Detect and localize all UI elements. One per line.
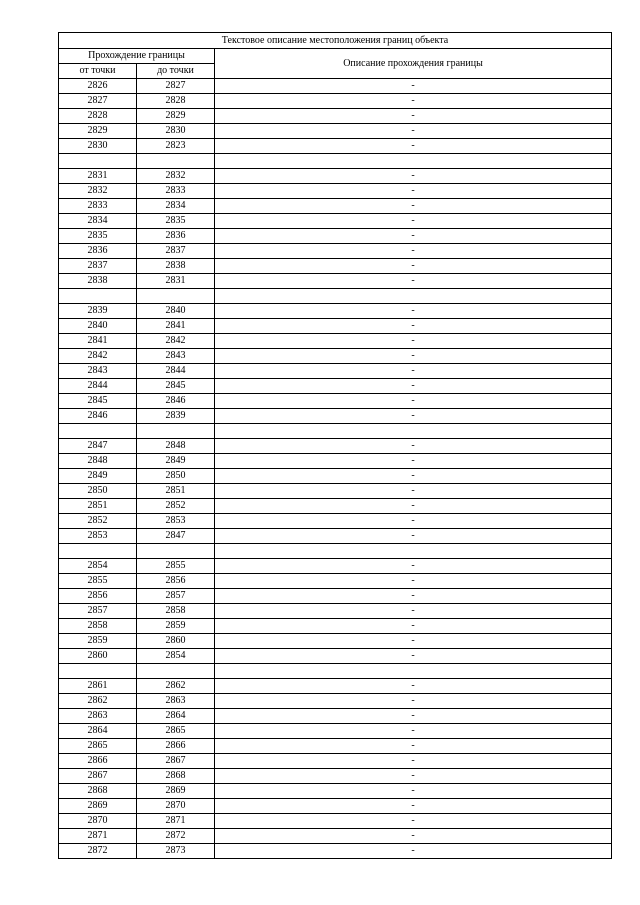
to-point-header: до точки [137,64,215,79]
description-cell: - [215,484,612,499]
description-cell: - [215,124,612,139]
table-row [59,319,612,334]
table-row [59,229,612,244]
description-cell: - [215,799,612,814]
table-row [59,364,612,379]
from-point-cell: 2871 [59,829,137,844]
empty-cell [137,424,215,439]
from-point-cell: 2845 [59,394,137,409]
description-cell: - [215,784,612,799]
to-point-cell: 2841 [137,319,215,334]
from-point-header: от точки [59,64,137,79]
table-row [59,514,612,529]
description-cell: - [215,739,612,754]
table-row [59,829,612,844]
description-cell: - [215,559,612,574]
from-point-cell: 2840 [59,319,137,334]
from-point-cell: 2857 [59,604,137,619]
empty-cell [59,154,137,169]
from-point-cell: 2837 [59,259,137,274]
to-point-cell: 2836 [137,229,215,244]
from-point-cell: 2827 [59,94,137,109]
to-point-cell: 2852 [137,499,215,514]
description-cell: - [215,379,612,394]
table-row [59,184,612,199]
description-cell: - [215,199,612,214]
from-point-cell: 2846 [59,409,137,424]
description-cell: - [215,574,612,589]
description-cell: - [215,604,612,619]
table-row [59,754,612,769]
from-point-cell: 2854 [59,559,137,574]
empty-cell [137,289,215,304]
table-row [59,484,612,499]
to-point-cell: 2828 [137,94,215,109]
from-point-cell: 2835 [59,229,137,244]
description-cell: - [215,319,612,334]
to-point-cell: 2854 [137,649,215,664]
description-cell: - [215,469,612,484]
to-point-cell: 2867 [137,754,215,769]
from-point-cell: 2850 [59,484,137,499]
to-point-cell: 2846 [137,394,215,409]
description-cell: - [215,439,612,454]
to-point-cell: 2849 [137,454,215,469]
empty-cell [59,544,137,559]
from-point-cell: 2847 [59,439,137,454]
table-row [59,304,612,319]
description-cell: - [215,394,612,409]
to-point-cell: 2848 [137,439,215,454]
from-point-cell: 2842 [59,349,137,364]
to-point-cell: 2865 [137,724,215,739]
from-point-cell: 2863 [59,709,137,724]
from-point-cell: 2861 [59,679,137,694]
table-row [59,94,612,109]
table-row [59,169,612,184]
description-cell: - [215,754,612,769]
to-point-cell: 2838 [137,259,215,274]
table-row [59,634,612,649]
to-point-cell: 2847 [137,529,215,544]
table-row [59,439,612,454]
empty-cell [215,664,612,679]
to-point-cell: 2869 [137,784,215,799]
table-row [59,739,612,754]
from-point-cell: 2843 [59,364,137,379]
table-row [59,274,612,289]
description-cell: - [215,244,612,259]
from-point-cell: 2864 [59,724,137,739]
from-point-cell: 2833 [59,199,137,214]
table-row [59,604,612,619]
to-point-cell: 2863 [137,694,215,709]
from-point-cell: 2838 [59,274,137,289]
description-cell: - [215,184,612,199]
table-row [59,574,612,589]
empty-cell [215,544,612,559]
from-point-cell: 2852 [59,514,137,529]
to-point-cell: 2833 [137,184,215,199]
table-row [59,124,612,139]
description-cell: - [215,814,612,829]
table-row [59,799,612,814]
description-cell: - [215,94,612,109]
to-point-cell: 2835 [137,214,215,229]
description-header: Описание прохождения границы [215,49,612,79]
description-cell: - [215,499,612,514]
description-cell: - [215,829,612,844]
description-cell: - [215,724,612,739]
from-point-cell: 2853 [59,529,137,544]
table-row [59,589,612,604]
to-point-cell: 2859 [137,619,215,634]
from-point-cell: 2855 [59,574,137,589]
from-point-cell: 2828 [59,109,137,124]
to-point-cell: 2840 [137,304,215,319]
to-point-cell: 2823 [137,139,215,154]
table-row [59,379,612,394]
from-point-cell: 2856 [59,589,137,604]
table-row [59,814,612,829]
table-row [59,454,612,469]
table-row [59,394,612,409]
table-title-row [59,33,612,49]
table-row [59,499,612,514]
from-point-cell: 2862 [59,694,137,709]
table-row [59,559,612,574]
from-point-cell: 2867 [59,769,137,784]
table-row [59,724,612,739]
separator-row [59,664,612,679]
empty-cell [59,664,137,679]
table-row [59,769,612,784]
empty-cell [137,664,215,679]
from-point-cell: 2851 [59,499,137,514]
from-point-cell: 2831 [59,169,137,184]
description-cell: - [215,619,612,634]
from-point-cell: 2865 [59,739,137,754]
table-row [59,469,612,484]
empty-cell [215,289,612,304]
empty-cell [59,424,137,439]
to-point-cell: 2864 [137,709,215,724]
to-point-cell: 2850 [137,469,215,484]
from-point-cell: 2826 [59,79,137,94]
to-point-cell: 2844 [137,364,215,379]
to-point-cell: 2858 [137,604,215,619]
to-point-cell: 2868 [137,769,215,784]
from-point-cell: 2872 [59,844,137,859]
description-cell: - [215,334,612,349]
table-row [59,349,612,364]
description-cell: - [215,229,612,244]
to-point-cell: 2873 [137,844,215,859]
description-cell: - [215,679,612,694]
table-row [59,709,612,724]
from-point-cell: 2839 [59,304,137,319]
from-point-cell: 2834 [59,214,137,229]
from-point-cell: 2866 [59,754,137,769]
separator-row [59,544,612,559]
table-row [59,244,612,259]
to-point-cell: 2870 [137,799,215,814]
table-row [59,109,612,124]
empty-cell [215,424,612,439]
table-row [59,214,612,229]
to-point-cell: 2860 [137,634,215,649]
empty-cell [137,544,215,559]
to-point-cell: 2853 [137,514,215,529]
from-point-cell: 2869 [59,799,137,814]
separator-row [59,289,612,304]
to-point-cell: 2856 [137,574,215,589]
description-cell: - [215,634,612,649]
table-row [59,619,612,634]
separator-row [59,154,612,169]
empty-cell [215,154,612,169]
description-cell: - [215,109,612,124]
to-point-cell: 2851 [137,484,215,499]
description-cell: - [215,649,612,664]
to-point-cell: 2831 [137,274,215,289]
to-point-cell: 2827 [137,79,215,94]
from-point-cell: 2844 [59,379,137,394]
separator-row [59,424,612,439]
from-point-cell: 2830 [59,139,137,154]
from-point-cell: 2849 [59,469,137,484]
from-point-cell: 2829 [59,124,137,139]
table-row [59,409,612,424]
to-point-cell: 2830 [137,124,215,139]
table-row [59,694,612,709]
from-point-cell: 2848 [59,454,137,469]
to-point-cell: 2866 [137,739,215,754]
to-point-cell: 2843 [137,349,215,364]
boundary-description-table [58,32,612,859]
description-cell: - [215,304,612,319]
to-point-cell: 2832 [137,169,215,184]
to-point-cell: 2862 [137,679,215,694]
table-row [59,844,612,859]
to-point-cell: 2855 [137,559,215,574]
description-cell: - [215,349,612,364]
table-row [59,259,612,274]
to-point-cell: 2842 [137,334,215,349]
description-cell: - [215,139,612,154]
description-cell: - [215,79,612,94]
from-point-cell: 2859 [59,634,137,649]
to-point-cell: 2837 [137,244,215,259]
description-cell: - [215,769,612,784]
description-cell: - [215,454,612,469]
to-point-cell: 2872 [137,829,215,844]
description-cell: - [215,259,612,274]
table-row [59,529,612,544]
description-cell: - [215,844,612,859]
table-header-row [59,49,612,64]
from-point-cell: 2832 [59,184,137,199]
to-point-cell: 2834 [137,199,215,214]
description-cell: - [215,409,612,424]
table-row [59,784,612,799]
empty-cell [137,154,215,169]
table-title: Текстовое описание местоположения границ объекта [59,33,612,49]
group-header: Прохождение границы [59,49,215,64]
empty-cell [59,289,137,304]
table-row [59,679,612,694]
from-point-cell: 2870 [59,814,137,829]
description-cell: - [215,169,612,184]
to-point-cell: 2845 [137,379,215,394]
description-cell: - [215,529,612,544]
description-cell: - [215,709,612,724]
description-cell: - [215,589,612,604]
table-row [59,334,612,349]
to-point-cell: 2857 [137,589,215,604]
description-cell: - [215,514,612,529]
to-point-cell: 2839 [137,409,215,424]
from-point-cell: 2868 [59,784,137,799]
table-row [59,139,612,154]
from-point-cell: 2858 [59,619,137,634]
to-point-cell: 2871 [137,814,215,829]
table-row [59,199,612,214]
from-point-cell: 2836 [59,244,137,259]
table-row [59,649,612,664]
description-cell: - [215,694,612,709]
description-cell: - [215,214,612,229]
to-point-cell: 2829 [137,109,215,124]
description-cell: - [215,274,612,289]
table-row [59,79,612,94]
from-point-cell: 2841 [59,334,137,349]
description-cell: - [215,364,612,379]
from-point-cell: 2860 [59,649,137,664]
